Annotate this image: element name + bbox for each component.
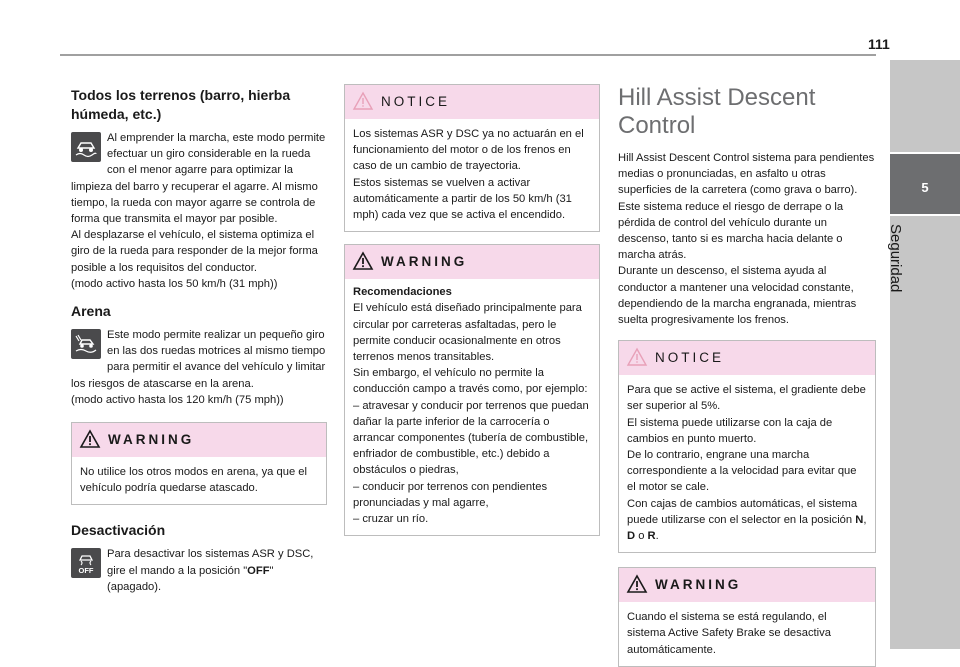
chapter-label: Seguridad: [887, 224, 904, 293]
warning-header: [72, 423, 326, 457]
warning-box-active-safety-brake: [618, 567, 876, 667]
warning-box-recommendations: [344, 244, 600, 536]
warning-title: WARNING: [381, 254, 468, 270]
notice-header: [345, 85, 599, 119]
deactivation-paragraph: [71, 546, 327, 595]
gear-n: N: [855, 513, 864, 526]
notice-triangle-icon: [627, 348, 647, 366]
all-terrain-mode-icon: [71, 132, 101, 162]
warning-triangle-icon: [627, 575, 647, 593]
sand-paragraph: [71, 327, 327, 408]
chapter-tab-upper[interactable]: [890, 60, 960, 152]
notice-box-asr: [344, 84, 600, 232]
notice-body: [619, 375, 875, 552]
chapter-tabs: [890, 60, 960, 649]
section-title-all-terrain: Todos los terrenos (barro, hierba húmeda, etc.): [71, 87, 291, 122]
warning-triangle-icon: [353, 252, 373, 270]
warning-text: El vehículo está diseñado principalmente para circular por carreteras asfaltadas, pero le permite conducir ocasionalmente en otros terrenos menos transitables. Sin embargo, el vehículo no permite la conducción campo a través como, por ejemplo: – atravesar y conducir por terrenos que puedan dañar la parte inferior de la carrocería o arrancar componentes (tubería de combustible, enfriador de combustible, etc.) debido a obstáculos o piedras, – conducir por terrenos con pendientes pronunciadas y mal agarre, – cruzar un río.: [353, 302, 589, 526]
notice-end: .: [655, 530, 659, 543]
hadc-text: Hill Assist Descent Control sistema para pendientes medias o pronunciadas, en asfalto u otras superficies de la carretera (como grava o barro). Este sistema reduce el riesgo de derrape o la pérdida de control del vehículo durante un descenso, tanto si es marcha hacia delante o marcha atrás. Durante un descenso, el sistema ayuda al conductor a mantener una velocidad constante, dependiendo de la marcha engranada, mientras suelta progresivamente los frenos.: [618, 152, 875, 327]
warning-box-sand: [71, 422, 327, 505]
section-title-sand: Arena: [71, 303, 111, 320]
notice-box-hadc: [618, 340, 876, 553]
warning-header: [345, 245, 599, 279]
gear-d: D: [627, 530, 636, 543]
chapter-tab-active[interactable]: [890, 154, 960, 214]
warning-text: No utilice los otros modos en arena, ya que el vehículo podría quedarse atascado.: [80, 466, 307, 495]
column-middle: [344, 84, 600, 536]
gear-r: R: [647, 530, 656, 543]
notice-triangle-icon: [353, 92, 373, 110]
esp-off-icon: [71, 548, 101, 578]
header-divider: [60, 54, 876, 56]
deactivation-text-off: OFF: [247, 564, 270, 577]
chapter-number: 5: [921, 180, 929, 195]
deactivation-text-b: " (apagado).: [107, 564, 274, 593]
notice-or: o: [635, 530, 648, 543]
page-number: 111: [868, 36, 890, 52]
sand-text: Este modo permite realizar un pequeño giro en las dos ruedas motrices al mismo tiempo para permitir el avance del vehículo y limitar los riesgos de atascarse en la arena. (modo activo hasta los 120 km/h (75 mph)): [71, 329, 326, 406]
warning-header: [619, 568, 875, 602]
notice-title: NOTICE: [381, 94, 451, 109]
column-right: [618, 84, 876, 667]
sand-mode-icon: [71, 329, 101, 359]
deactivation-text-a: Para desactivar los sistemas ASR y DSC, gire el mando a la posición ": [107, 548, 314, 577]
all-terrain-text: Al emprender la marcha, este modo permite efectuar un giro considerable en la rueda con el menor agarre para optimizar la limpieza del barro y recuperar el agarre. Al mismo tiempo, la rueda con mayor agarre se controla de forma que transmita el mayor par posible. Al desplazarse el vehículo, el sistema optimiza el giro de la rueda para responder de la mejor forma posible a los requisitos del conductor. (modo activo hasta los 50 km/h (31 mph)): [71, 132, 326, 290]
notice-text: Para que se active el sistema, el gradiente debe ser superior al 5%. El sistema puede utilizarse con la caja de cambios en punto muerto. De lo contrario, engrane una marcha correspondiente a la velocidad para evitar que el motor se cale. Con cajas de cambios automáticas, el sistema puede utilizarse con el selector en la posición: [627, 384, 866, 526]
notice-header: [619, 341, 875, 375]
hadc-title: Hill Assist Descent Control: [618, 84, 816, 139]
notice-title: NOTICE: [655, 350, 725, 366]
column-left: [71, 86, 327, 595]
warning-title: WARNING: [655, 577, 742, 593]
notice-comma: ,: [863, 513, 867, 526]
notice-text: Los sistemas ASR y DSC ya no actuarán en el funcionamiento del motor o de los frenos en caso de un cambio de trayectoria. Estos sistemas se vuelven a activar automáticamente a partir de los 50 km/h (31 mph) cada vez que se activa el encendido.: [353, 128, 584, 222]
section-title-deactivation: Desactivación: [71, 522, 166, 539]
warning-text: Cuando el sistema se está regulando, el sistema Active Safety Brake se desactiva automáticamente.: [627, 611, 831, 656]
warning-heading: Recomendaciones: [353, 286, 452, 299]
warning-body: [345, 279, 599, 535]
warning-title: WARNING: [108, 432, 195, 448]
all-terrain-paragraph: [71, 130, 327, 292]
esp-off-icon-label: OFF: [78, 566, 94, 576]
warning-triangle-icon: [80, 430, 100, 448]
